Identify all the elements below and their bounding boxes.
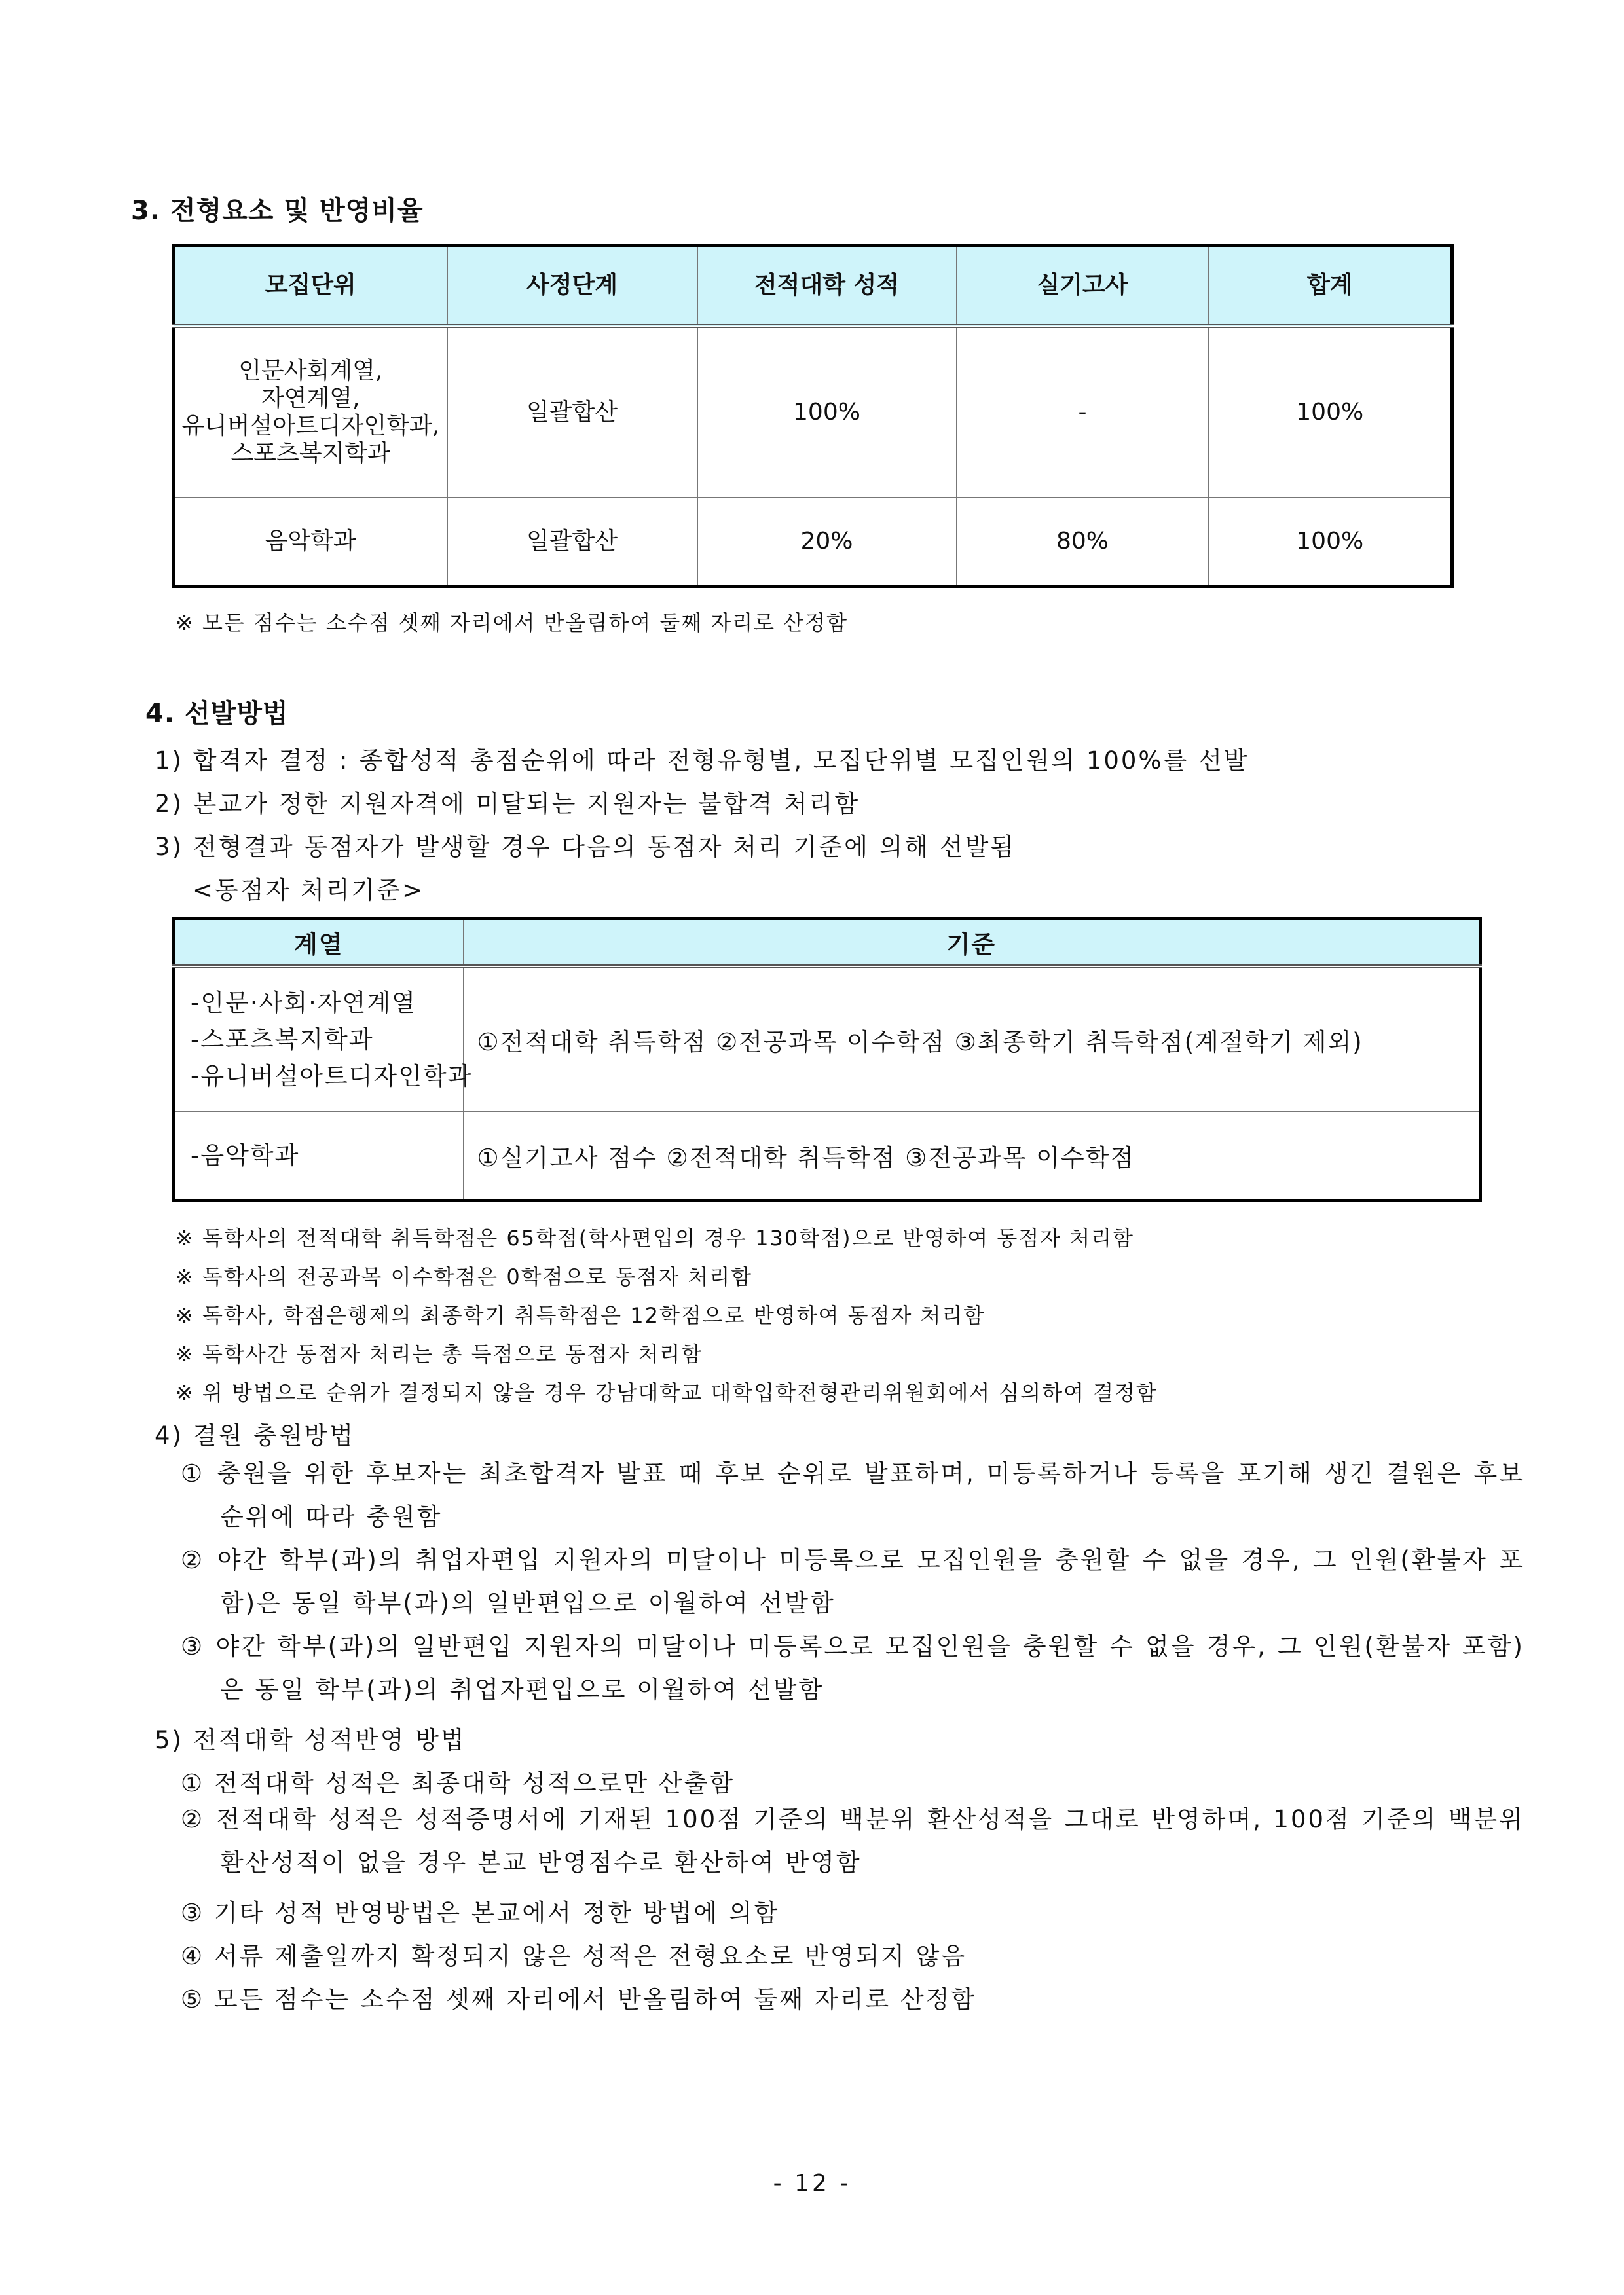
section4-heading: 4. 선발방법 xyxy=(145,699,289,729)
list-item: ③ 야간 학부(과)의 일반편입 지원자의 미달이나 미등록으로 모집인원을 충원할 수 없을 경우, 그 인원(환불자 포함)은 동일 학부(과)의 취업자편입으로 이월하여 선발함 xyxy=(181,1632,1524,1704)
list-item: ② 야간 학부(과)의 취업자편입 지원자의 미달이나 미등록으로 모집인원을 충원할 수 없을 경우, 그 인원(환불자 포함)은 동일 학부(과)의 일반편입으로 이월하여 선발함 xyxy=(181,1546,1524,1617)
header-criteria: 기준 xyxy=(464,919,1481,967)
tie-table-header-row xyxy=(174,919,1481,967)
list-item: ③ 기타 성적 반영방법은 본교에서 정한 방법에 의함 xyxy=(181,1899,780,1927)
tie-note: ※ 독학사의 전공과목 이수학점은 0학점으로 동점자 처리함 xyxy=(175,1264,753,1289)
tie-note: ※ 독학사간 동점자 처리는 총 득점으로 동점자 처리함 xyxy=(175,1342,703,1367)
list-item: 1) 합격자 결정 : 종합성적 총점순위에 따라 전형유형별, 모집단위별 모집인원의 100%를 선발 xyxy=(155,746,1249,775)
practical-cell: 80% xyxy=(957,498,1209,587)
criteria-cell: ①실기고사 점수 ②전적대학 취득학점 ③전공과목 이수학점 xyxy=(464,1112,1481,1201)
category-line: -인문·사회·자연계열 xyxy=(191,989,416,1017)
table-row xyxy=(174,966,1481,1112)
list-item: ⑤ 모든 점수는 소수점 셋째 자리에서 반올림하여 둘째 자리로 산정함 xyxy=(181,1985,977,2013)
ratio-table-header-row xyxy=(174,246,1452,327)
unit-line: 유니버설아트디자인학과, xyxy=(181,413,440,439)
grade-cell: 20% xyxy=(697,498,957,587)
stage-cell: 일괄합산 xyxy=(447,326,697,498)
page-number: - 12 - xyxy=(773,2170,851,2197)
tie-note: ※ 독학사, 학점은행제의 최종학기 취득학점은 12학점으로 반영하여 동점자 처리함 xyxy=(175,1303,986,1328)
list-item: ④ 서류 제출일까지 확정되지 않은 성적은 전형요소로 반영되지 않음 xyxy=(181,1942,967,1970)
tie-table xyxy=(172,917,1482,1202)
item4-title: 4) 결원 충원방법 xyxy=(155,1422,355,1450)
section3-note: ※ 모든 점수는 소수점 셋째 자리에서 반올림하여 둘째 자리로 산정함 xyxy=(175,610,848,635)
table-row xyxy=(174,498,1452,587)
table-row xyxy=(174,326,1452,498)
total-cell: 100% xyxy=(1209,326,1452,498)
list-item: 2) 본교가 정한 지원자격에 미달되는 지원자는 불합격 처리함 xyxy=(155,790,860,818)
header-total: 합계 xyxy=(1209,246,1452,327)
total-cell: 100% xyxy=(1209,498,1452,587)
list-item: ① 충원을 위한 후보자는 최초합격자 발표 때 후보 순위로 발표하며, 미등록하거나 등록을 포기해 생긴 결원은 후보 순위에 따라 충원함 xyxy=(181,1460,1524,1531)
practical-cell: - xyxy=(957,326,1209,498)
tie-note: ※ 위 방법으로 순위가 결정되지 않을 경우 강남대학교 대학입학전형관리위원회에서 심의하여 결정함 xyxy=(175,1380,1158,1405)
unit-line: 자연계열, xyxy=(261,385,360,412)
tie-caption: <동점자 처리기준> xyxy=(193,876,424,904)
header-unit: 모집단위 xyxy=(174,246,447,327)
grade-cell: 100% xyxy=(697,326,957,498)
unit-cell: 음악학과 xyxy=(174,498,447,587)
unit-cell xyxy=(174,326,447,498)
header-category: 계열 xyxy=(174,919,464,967)
header-practical: 실기고사 xyxy=(957,246,1209,327)
stage-cell: 일괄합산 xyxy=(447,498,697,587)
list-item: 3) 전형결과 동점자가 발생할 경우 다음의 동점자 처리 기준에 의해 선발됨 xyxy=(155,833,1016,861)
category-cell xyxy=(174,966,473,1112)
category-line: -유니버설아트디자인학과 xyxy=(191,1062,473,1090)
category-cell: -음악학과 xyxy=(174,1112,464,1201)
header-stage: 사정단계 xyxy=(447,246,697,327)
category-line: -스포츠복지학과 xyxy=(191,1025,374,1054)
unit-line: 스포츠복지학과 xyxy=(231,440,390,467)
unit-line: 인문사회계열, xyxy=(238,358,383,384)
criteria-cell: ①전적대학 취득학점 ②전공과목 이수학점 ③최종학기 취득학점(계절학기 제외) xyxy=(464,966,1481,1112)
ratio-table xyxy=(172,244,1454,588)
list-item: ① 전적대학 성적은 최종대학 성적으로만 산출함 xyxy=(181,1769,735,1797)
section3-heading: 3. 전형요소 및 반영비율 xyxy=(131,196,424,226)
header-grade: 전적대학 성적 xyxy=(697,246,957,327)
list-item: ② 전적대학 성적은 성적증명서에 기재된 100점 기준의 백분위 환산성적을 그대로 반영하며, 100점 기준의 백분위 환산성적이 없을 경우 본교 반영점수로 환산하여 반영함 xyxy=(181,1805,1524,1877)
table-row xyxy=(174,1112,1481,1201)
tie-note: ※ 독학사의 전적대학 취득학점은 65학점(학사편입의 경우 130학점)으로 반영하여 동점자 처리함 xyxy=(175,1226,1134,1251)
item5-title: 5) 전적대학 성적반영 방법 xyxy=(155,1726,466,1754)
